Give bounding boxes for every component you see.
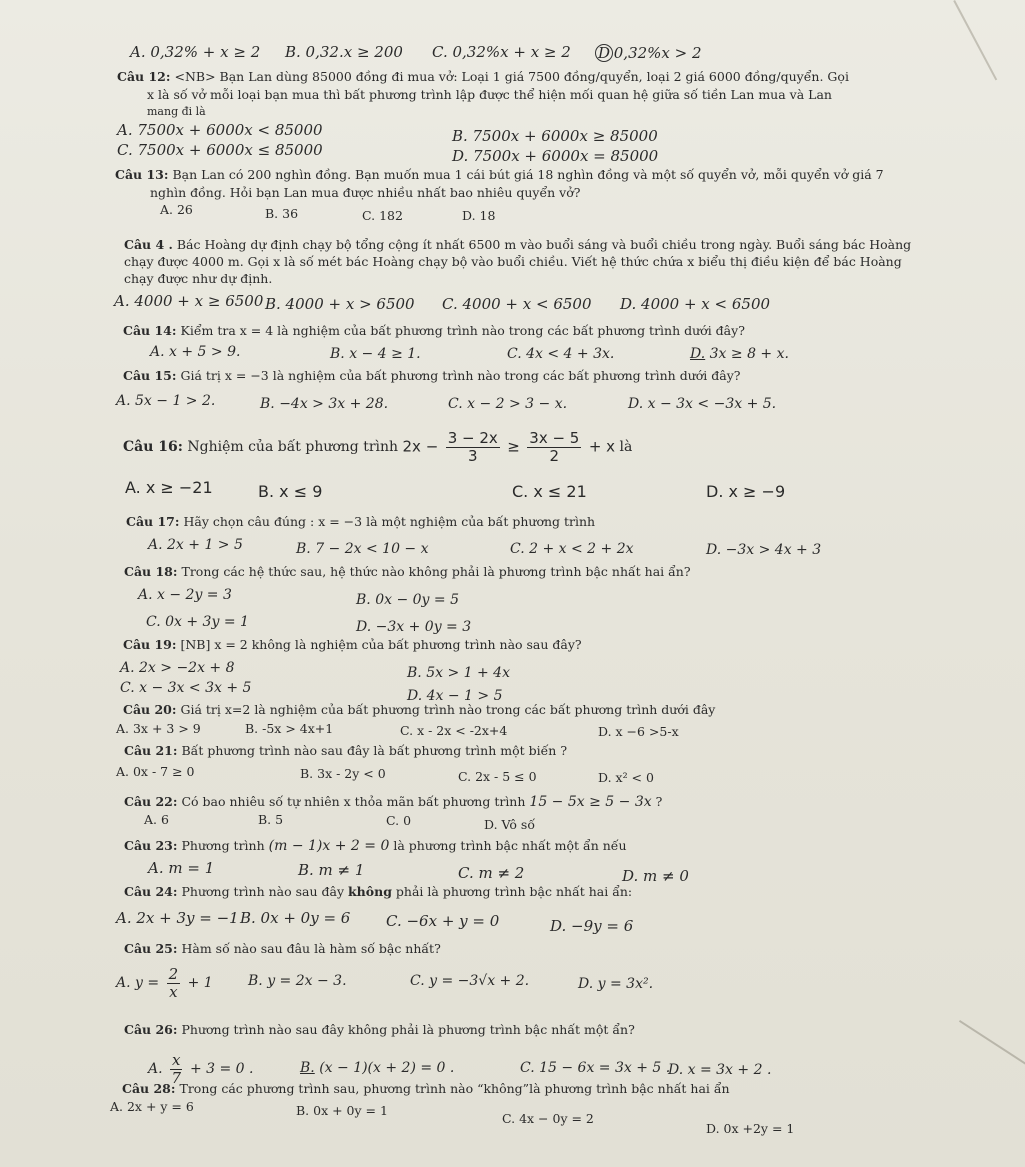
question-18-option-c: C. 0x + 3y = 1 — [146, 614, 249, 630]
question-22-option-a: A. 6 — [144, 812, 169, 827]
question-16-stem: Câu 16: Nghiệm của bất phương trình 2x − $\frac{3 - 2x}{3}$ ≥ $\frac{3x - 5}{2}$ + x là — [123, 429, 633, 465]
question-17-stem: Câu 17: Hãy chọn câu đúng : x = −3 là một nghiệm của bất phương trình — [126, 514, 596, 529]
question-26-stem: Câu 26: Phương trình nào sau đây không phải là phương trình bậc nhất một ẩn? — [124, 1022, 635, 1037]
question-13-option-b: B. 36 — [265, 206, 299, 221]
question-19-option-b: B. 5x > 1 + 4x — [407, 665, 510, 681]
question-28-option-c: C. 4x − 0y = 2 — [502, 1111, 594, 1126]
question-4-line3: chạy được như dự định. — [124, 271, 273, 286]
question-21-option-b: B. 3x - 2y < 0 — [300, 766, 386, 781]
question-23-option-b: B. m ≠ 1 — [298, 861, 365, 879]
question-13-option-c: C. 182 — [362, 208, 403, 223]
question-4-line2: chạy được 4000 m. Gọi x là số mét bác Hoàng chạy bộ vào buổi chiều. Viết hệ thức chứa x biểu thị điều kiện để bác Hoàng — [124, 254, 902, 269]
question-4-option-a: A. 4000 + x ≥ 6500 — [114, 292, 264, 310]
question-20-option-d: D. x −6 >5-x — [598, 724, 679, 739]
question-24-option-c: C. −6x + y = 0 — [386, 912, 500, 930]
question-14-stem: Câu 14: Kiểm tra x = 4 là nghiệm của bất phương trình nào trong các bất phương trình dưới đây? — [123, 323, 745, 338]
question-15-option-c: C. x − 2 > 3 − x. — [448, 396, 568, 412]
question-14-option-c: C. 4x < 4 + 3x. — [507, 346, 615, 362]
question-22-option-c: C. 0 — [386, 813, 412, 828]
question-22-stem: Câu 22: Có bao nhiêu số tự nhiên x thỏa mãn bất phương trình 15 − 5x ≥ 5 − 3x ? — [124, 794, 663, 810]
question-22-option-d: D. Vô số — [484, 817, 535, 832]
question-24-option-b: B. 0x + 0y = 6 — [240, 909, 351, 927]
question-23-option-a: A. m = 1 — [148, 859, 215, 877]
question-23-option-c: C. m ≠ 2 — [458, 864, 525, 882]
question-18-option-d: D. −3x + 0y = 3 — [356, 619, 472, 635]
question-14-option-a: A. x + 5 > 9. — [150, 344, 241, 360]
top-option-a: A. 0,32% + x ≥ 2 — [130, 43, 261, 61]
question-26-option-d: D. x = 3x + 2 . — [668, 1062, 772, 1078]
question-17-option-c: C. 2 + x < 2 + 2x — [510, 541, 634, 557]
question-15-stem: Câu 15: Giá trị x = −3 là nghiệm của bất phương trình nào trong các bất phương trình dưới đây? — [123, 368, 741, 383]
question-25-option-a: A. y = $\frac{2}{x}$ + 1 — [116, 965, 213, 1001]
question-4-option-d: D. 4000 + x < 6500 — [620, 295, 771, 313]
question-26-option-b: B. (x − 1)(x + 2) = 0 . — [300, 1060, 455, 1076]
question-12-line2: x là số vở mỗi loại bạn mua thì bất phương trình lập được thể hiện mối quan hệ giữa số tiền Lan mua và Lan — [147, 87, 832, 102]
question-20-stem: Câu 20: Giá trị x=2 là nghiệm của bất phương trình nào trong các bất phương trình dưới đây — [123, 702, 716, 717]
question-20-option-c: C. x - 2x < -2x+4 — [400, 723, 508, 738]
question-13-line2: nghìn đồng. Hỏi bạn Lan mua được nhiều nhất bao nhiêu quyển vở? — [150, 185, 581, 200]
question-18-option-b: B. 0x − 0y = 5 — [356, 592, 459, 608]
question-17-option-d: D. −3x > 4x + 3 — [706, 542, 822, 558]
question-16-option-a: A. x ≥ −21 — [125, 478, 213, 497]
question-24-option-d: D. −9y = 6 — [550, 917, 634, 935]
question-19-option-c: C. x − 3x < 3x + 5 — [120, 680, 252, 696]
question-20-option-b: B. -5x > 4x+1 — [245, 721, 334, 736]
question-20-option-a: A. 3x + 3 > 9 — [116, 721, 201, 736]
question-17-option-b: B. 7 − 2x < 10 − x — [296, 541, 429, 557]
question-25-option-c: C. y = −3√x + 2. — [410, 973, 530, 989]
fraction: $\frac{x}{7}$ — [171, 1051, 182, 1087]
question-4-stem: Câu 4 . Bác Hoàng dự định chạy bộ tổng cộng ít nhất 6500 m vào buổi sáng và buổi chiều trong ngày. Buổi sáng bác Hoàng — [124, 237, 912, 252]
question-12-option-c: C. 7500x + 6000x ≤ 85000 — [117, 141, 323, 159]
fraction: $\frac{2}{x}$ — [168, 965, 179, 1001]
fraction: $\frac{3 - 2x}{3}$ — [447, 429, 498, 465]
question-13-option-a: A. 26 — [160, 202, 193, 217]
question-25-stem: Câu 25: Hàm số nào sau đâu là hàm số bậc nhất? — [124, 941, 441, 956]
question-26-option-c: C. 15 − 6x = 3x + 5 . — [520, 1060, 671, 1076]
question-25-option-b: B. y = 2x − 3. — [248, 973, 347, 989]
question-24-option-a: A. 2x + 3y = −1 — [116, 909, 239, 927]
question-21-option-d: D. x² < 0 — [598, 770, 654, 785]
question-24-stem: Câu 24: Phương trình nào sau đây không phải là phương trình bậc nhất hai ẩn: — [124, 884, 633, 899]
question-21-option-a: A. 0x - 7 ≥ 0 — [116, 764, 195, 779]
question-22-option-b: B. 5 — [258, 812, 284, 827]
selected-mark-icon: D — [595, 44, 613, 62]
top-option-b: B. 0,32.x ≥ 200 — [285, 43, 403, 61]
question-12-option-d: D. 7500x + 6000x = 85000 — [452, 147, 659, 165]
question-4-option-c: C. 4000 + x < 6500 — [442, 295, 592, 313]
question-15-option-b: B. −4x > 3x + 28. — [260, 396, 389, 412]
paper-crease — [959, 1020, 1025, 1087]
question-12-option-a: A. 7500x + 6000x < 85000 — [117, 121, 323, 139]
question-21-stem: Câu 21: Bất phương trình nào sau đây là bất phương trình một biến ? — [124, 743, 568, 758]
question-12-line3: mang đi là — [147, 105, 206, 118]
question-12-option-b: B. 7500x + 6000x ≥ 85000 — [452, 127, 658, 145]
question-26-option-a: A. $\frac{x}{7}$ + 3 = 0 . — [148, 1051, 254, 1087]
question-19-stem: Câu 19: [NB] x = 2 không là nghiệm của bất phương trình nào sau đây? — [123, 637, 582, 652]
fraction: $\frac{3x - 5}{2}$ — [529, 429, 580, 465]
top-option-d: D 0,32%x > 2 — [595, 44, 702, 62]
question-28-option-b: B. 0x + 0y = 1 — [296, 1103, 388, 1118]
question-28-stem: Câu 28: Trong các phương trình sau, phương trình nào “không”là phương trình bậc nhất hai ẩn — [122, 1081, 730, 1096]
question-14-option-d: D. 3x ≥ 8 + x. — [690, 346, 789, 362]
question-28-line2: A. 2x + y = 6 — [110, 1099, 194, 1114]
question-23-stem: Câu 23: Phương trình (m − 1)x + 2 = 0 là phương trình bậc nhất một ẩn nếu — [124, 838, 627, 854]
question-17-option-a: A. 2x + 1 > 5 — [148, 537, 243, 553]
question-16-option-d: D. x ≥ −9 — [706, 482, 786, 501]
question-21-option-c: C. 2x - 5 ≤ 0 — [458, 769, 537, 784]
question-12-stem: Câu 12: <NB> Bạn Lan dùng 85000 đồng đi mua vở: Loại 1 giá 7500 đồng/quyển, loại 2 giá 6000 đồng/quyển. Gọi — [117, 69, 849, 84]
top-option-c: C. 0,32%x + x ≥ 2 — [432, 43, 571, 61]
question-14-option-b: B. x − 4 ≥ 1. — [330, 346, 421, 362]
question-25-option-d: D. y = 3x². — [578, 976, 654, 992]
question-19-option-d: D. 4x − 1 > 5 — [407, 688, 503, 704]
question-13-stem: Câu 13: Bạn Lan có 200 nghìn đồng. Bạn muốn mua 1 cái bút giá 18 nghìn đồng và một số quyển vở, mỗi quyển vở giá 7 — [115, 167, 884, 182]
question-18-option-a: A. x − 2y = 3 — [138, 587, 232, 603]
paper-crease — [953, 0, 997, 80]
question-19-option-a: A. 2x > −2x + 8 — [120, 660, 235, 676]
question-18-stem: Câu 18: Trong các hệ thức sau, hệ thức nào không phải là phương trình bậc nhất hai ẩn? — [124, 564, 691, 579]
question-28-option-d: D. 0x +2y = 1 — [706, 1121, 795, 1136]
question-13-option-d: D. 18 — [462, 208, 496, 223]
question-16-option-b: B. x ≤ 9 — [258, 482, 323, 501]
question-15-option-a: A. 5x − 1 > 2. — [116, 393, 216, 409]
question-15-option-d: D. x − 3x < −3x + 5. — [628, 396, 777, 412]
question-16-option-c: C. x ≤ 21 — [512, 482, 587, 501]
question-4-option-b: B. 4000 + x > 6500 — [265, 295, 415, 313]
question-23-option-d: D. m ≠ 0 — [622, 867, 689, 885]
